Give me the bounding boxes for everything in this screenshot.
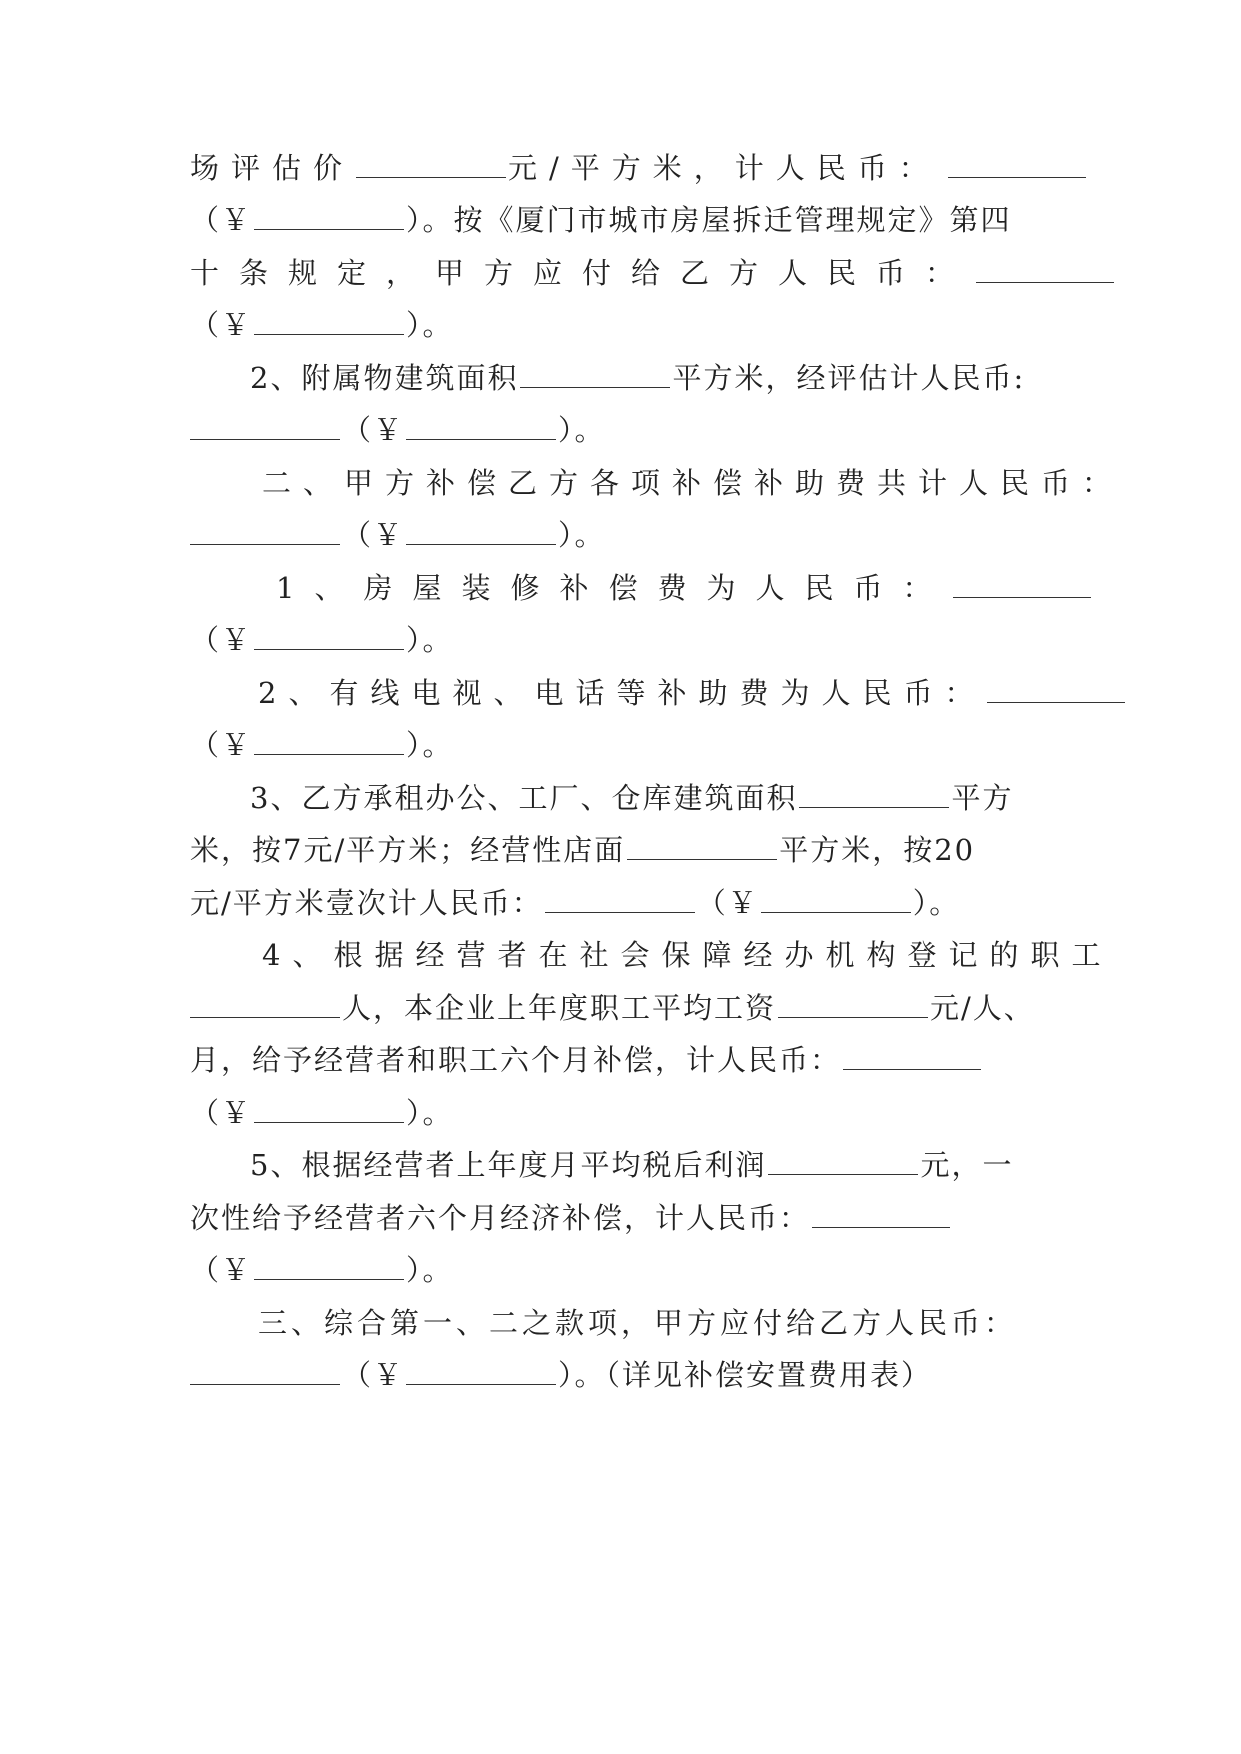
text-segment: 次性给予经营者六个月经济补偿，计人民币： (190, 1201, 811, 1235)
text-segment: 月，给予经营者和职工六个月补偿，计人民币： (190, 1043, 842, 1077)
text-line (262, 463, 1132, 503)
blank-field (948, 149, 1086, 178)
text-segment: 元/平方米壹次计人民币： (190, 886, 543, 920)
text-segment: 十条规定，甲方应付给乙方人民币： (190, 256, 975, 290)
text-segment: （￥ (190, 623, 253, 657)
text-segment: 平方米，按20 (779, 833, 976, 867)
text-segment: （￥ (342, 518, 405, 552)
text-line (262, 935, 1113, 975)
text-segment: ）。 (912, 886, 961, 920)
blank-field (190, 1356, 340, 1385)
text-segment: ）。 (406, 728, 454, 762)
text-line (250, 358, 1120, 398)
text-segment: （￥ (190, 308, 253, 342)
text-line (190, 305, 1060, 345)
text-line (190, 410, 1060, 450)
text-line (190, 148, 1060, 188)
text-segment: （￥ (342, 413, 405, 447)
blank-field (406, 516, 556, 545)
text-segment: 2、附属物建筑面积 (250, 361, 519, 395)
blank-field (190, 989, 340, 1018)
text-segment: ）。 (406, 1253, 454, 1287)
text-segment: 平方米，经评估计人民币: (672, 361, 1026, 395)
text-line (250, 778, 1120, 818)
text-segment: 平方 (951, 781, 1014, 815)
text-segment: （￥ (190, 1096, 253, 1130)
text-line (190, 1198, 1060, 1238)
blank-field (254, 1251, 404, 1280)
text-segment: 2、有线电视、电话等补助费为人民币： (258, 676, 986, 710)
text-line (190, 1355, 1060, 1395)
text-line (190, 253, 1060, 293)
text-segment: （￥ (696, 886, 759, 920)
text-line (190, 1040, 1060, 1080)
blank-field (190, 411, 340, 440)
text-segment: ）。按《厦门市城市房屋拆迁管理规定》第四 (406, 203, 1012, 237)
text-segment: ）。 (558, 518, 606, 552)
blank-field (627, 831, 777, 860)
blank-field (254, 306, 404, 335)
text-line (190, 988, 1070, 1028)
text-segment: （￥ (190, 728, 253, 762)
text-segment: 元，一 (920, 1148, 1014, 1182)
text-line (258, 1303, 1128, 1343)
text-segment: 米，按7元/平方米；经营性店面 (190, 833, 626, 867)
text-line (190, 620, 1060, 660)
text-segment: 元/平方米，计人民币： (508, 151, 940, 185)
text-segment: ）。 (558, 413, 606, 447)
text-line (250, 1145, 1120, 1185)
blank-field (987, 674, 1125, 703)
blank-field (254, 201, 404, 230)
text-segment: 人，本企业上年度职工平均工资 (342, 991, 777, 1025)
blank-field (254, 726, 404, 755)
text-segment: ）。 (406, 623, 454, 657)
blank-field (768, 1146, 918, 1175)
text-segment: （￥ (190, 203, 253, 237)
blank-field (190, 516, 340, 545)
text-segment: 1、房屋装修补偿费为人民币： (276, 571, 952, 605)
text-line (276, 568, 1060, 608)
text-line (190, 830, 1060, 870)
text-segment: ）。（详见补偿安置费用表） (558, 1358, 933, 1392)
blank-field (843, 1041, 981, 1070)
blank-field (778, 989, 928, 1018)
blank-field (254, 621, 404, 650)
blank-field (976, 254, 1114, 283)
text-segment: 场评估价 (190, 151, 355, 185)
blank-field (812, 1199, 950, 1228)
text-line (190, 1250, 1060, 1290)
text-segment: （￥ (342, 1358, 405, 1392)
blank-field (406, 1356, 556, 1385)
text-segment: 三、综合第一、二之款项，甲方应付给乙方人民币： (258, 1306, 1018, 1340)
blank-field (406, 411, 556, 440)
text-line (190, 725, 1060, 765)
blank-field (545, 884, 695, 913)
text-segment: ）。 (406, 308, 454, 342)
text-line (190, 883, 1060, 923)
text-segment: 3、乙方承租办公、工厂、仓库建筑面积 (250, 781, 798, 815)
blank-field (356, 149, 506, 178)
blank-field (761, 884, 911, 913)
text-line (258, 673, 1060, 713)
text-line (190, 515, 1060, 555)
text-segment: 4、根据经营者在社会保障经办机构登记的职工 (262, 938, 1113, 972)
text-line (190, 200, 1060, 240)
text-segment: 二、甲方补偿乙方各项补偿补助费共计人民币： (262, 466, 1124, 500)
text-line (190, 1093, 1060, 1133)
blank-field (520, 359, 670, 388)
blank-field (254, 1094, 404, 1123)
text-segment: （￥ (190, 1253, 253, 1287)
text-segment: 5、根据经营者上年度月平均税后利润 (250, 1148, 767, 1182)
text-segment: ）。 (406, 1096, 454, 1130)
text-segment: 元/人、 (930, 991, 1035, 1025)
blank-field (953, 569, 1091, 598)
blank-field (799, 779, 949, 808)
